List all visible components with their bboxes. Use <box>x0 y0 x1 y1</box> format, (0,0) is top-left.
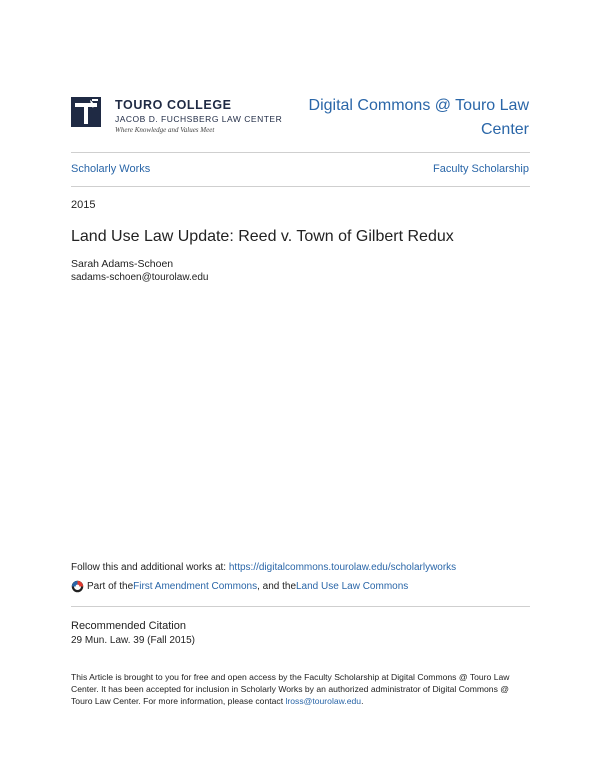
citation-text: 29 Mun. Law. 39 (Fall 2015) <box>71 635 195 646</box>
access-suffix: . <box>361 696 364 706</box>
site-title-link[interactable]: Digital Commons @ Touro Law Center <box>308 97 529 138</box>
part-of-prefix: Part of the <box>87 581 134 592</box>
logo-law-center-name: JACOB D. FUCHSBERG LAW CENTER <box>115 114 283 124</box>
first-amendment-commons-link[interactable]: First Amendment Commons <box>133 581 258 592</box>
contact-email-link[interactable]: lross@tourolaw.edu <box>285 696 362 706</box>
follow-line <box>71 562 456 573</box>
land-use-law-commons-link[interactable]: Land Use Law Commons <box>296 581 409 592</box>
logo-college-name: TOURO COLLEGE <box>115 98 232 112</box>
part-of-line <box>71 580 408 593</box>
author-email: sadams-schoen@tourolaw.edu <box>71 272 209 283</box>
logo-tagline: Where Knowledge and Values Meet <box>115 126 215 134</box>
touro-college-logo[interactable] <box>71 97 291 137</box>
citation-divider <box>71 606 530 607</box>
publication-year: 2015 <box>71 199 96 211</box>
bepress-commons-icon <box>71 580 84 593</box>
access-text: This Article is brought to you for free and open access by the Faculty Scholarship at Digital Commons @ Touro Law Center. It has been accepted for inclusion in Scholarly Works by an authorized administrator of Digital Commons @ Touro Law Center. For more information, please contact <box>71 672 510 706</box>
author-name: Sarah Adams-Schoen <box>71 258 174 270</box>
touro-torch-logo-icon <box>71 97 101 127</box>
follow-prefix: Follow this and additional works at: <box>71 562 229 573</box>
scholarly-works-link[interactable]: Scholarly Works <box>71 163 151 175</box>
scholarly-works-url-link[interactable]: https://digitalcommons.tourolaw.edu/scholarlyworks <box>228 562 457 573</box>
header-divider <box>71 152 530 153</box>
logo-text <box>115 99 282 135</box>
faculty-scholarship-link[interactable]: Faculty Scholarship <box>433 163 529 175</box>
document-title: Land Use Law Update: Reed v. Town of Gilbert Redux <box>71 228 454 245</box>
citation-heading: Recommended Citation <box>71 620 186 632</box>
nav-divider <box>71 186 530 187</box>
access-statement <box>71 671 531 707</box>
part-of-middle: , and the <box>257 581 296 592</box>
